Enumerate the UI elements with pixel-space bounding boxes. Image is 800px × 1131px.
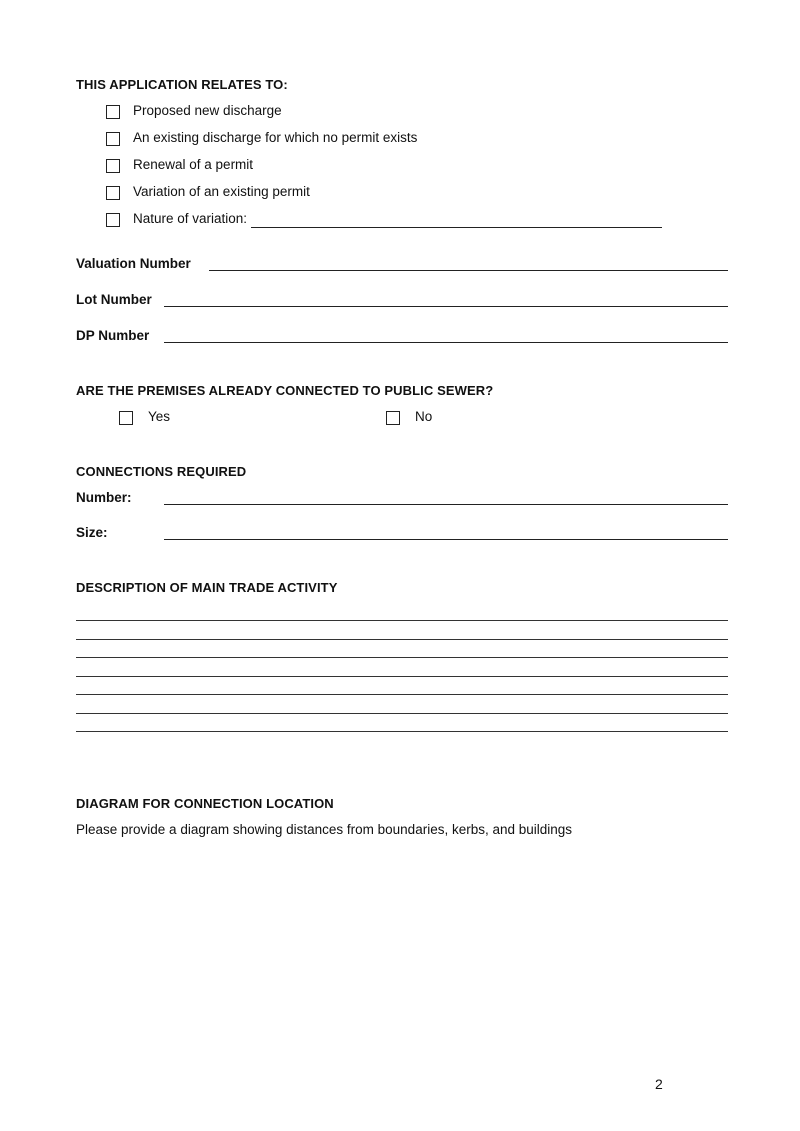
connections-size-label: Size: [76,525,108,540]
option-variation-label: Variation of an existing permit [133,184,310,199]
checkbox-renewal-of-permit[interactable] [106,159,120,173]
option-renewal-label: Renewal of a permit [133,157,254,172]
lot-number-label: Lot Number [76,292,152,307]
checkbox-variation-of-permit[interactable] [106,186,120,200]
sewer-connection-heading: ARE THE PREMISES ALREADY CONNECTED TO PUBLIC SEWER? [76,383,494,398]
option-proposed-new-discharge-label: Proposed new discharge [133,103,282,118]
valuation-number-input-line[interactable] [209,270,728,271]
option-existing-discharge-label: An existing discharge for which no permit exists [133,130,418,145]
trade-activity-line[interactable] [76,657,728,658]
trade-activity-line[interactable] [76,694,728,695]
checkbox-nature-of-variation[interactable] [106,213,120,227]
checkbox-proposed-new-discharge[interactable] [106,105,120,119]
trade-activity-line[interactable] [76,676,728,677]
trade-activity-heading: DESCRIPTION OF MAIN TRADE ACTIVITY [76,580,338,595]
application-relates-heading: THIS APPLICATION RELATES TO: [76,77,288,92]
page-number: 2 [655,1076,663,1092]
option-nature-of-variation-label: Nature of variation: [133,211,248,226]
lot-number-input-line[interactable] [164,306,728,307]
trade-activity-line[interactable] [76,620,728,621]
connections-required-heading: CONNECTIONS REQUIRED [76,464,247,479]
dp-number-label: DP Number [76,328,150,343]
checkbox-sewer-yes[interactable] [119,411,133,425]
trade-activity-line[interactable] [76,639,728,640]
trade-activity-line[interactable] [76,731,728,732]
checkbox-sewer-no[interactable] [386,411,400,425]
sewer-no-label: No [415,409,433,424]
connections-size-input-line[interactable] [164,539,728,540]
diagram-instruction: Please provide a diagram showing distances from boundaries, kerbs, and buildings [76,822,573,837]
checkbox-existing-discharge-no-permit[interactable] [106,132,120,146]
connections-number-input-line[interactable] [164,504,728,505]
nature-of-variation-input-line[interactable] [251,227,662,228]
sewer-yes-label: Yes [148,409,171,424]
trade-activity-line[interactable] [76,713,728,714]
connections-number-label: Number: [76,490,132,505]
valuation-number-label: Valuation Number [76,256,191,271]
dp-number-input-line[interactable] [164,342,728,343]
diagram-heading: DIAGRAM FOR CONNECTION LOCATION [76,796,334,811]
